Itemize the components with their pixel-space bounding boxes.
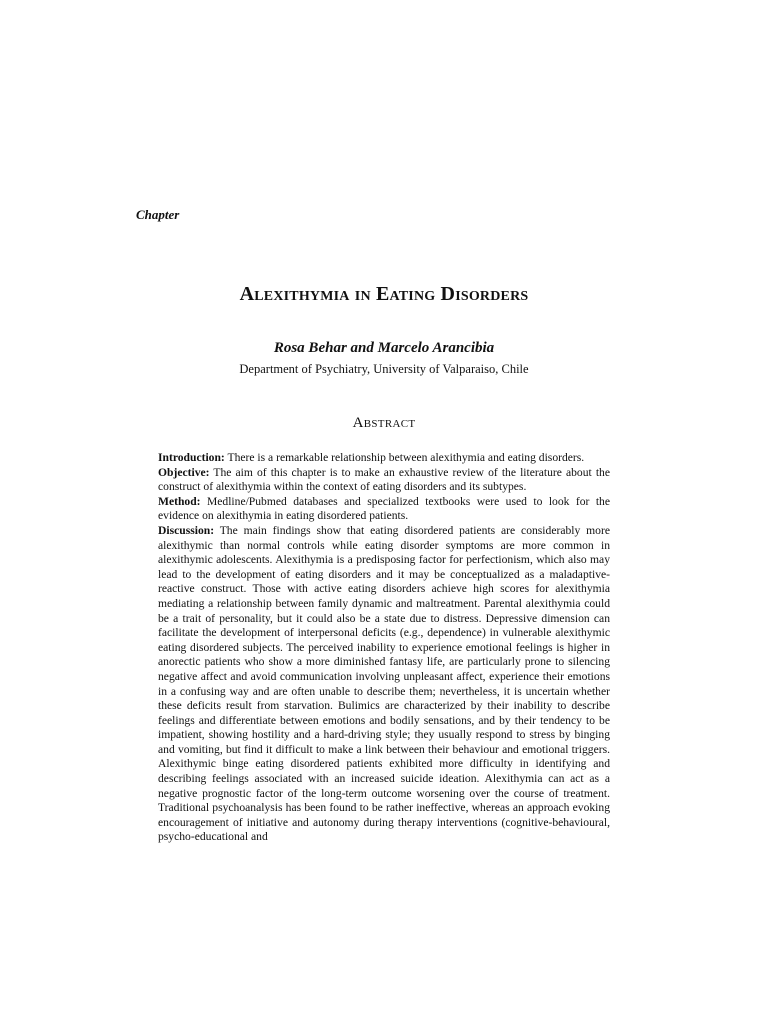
introduction-text: There is a remarkable relationship between alexithymia and eating disorders.: [227, 451, 585, 464]
abstract-objective: [158, 466, 610, 495]
abstract-discussion: [158, 524, 610, 845]
introduction-label: Introduction:: [158, 451, 225, 464]
abstract-method: [158, 495, 610, 524]
discussion-label: Discussion:: [158, 523, 215, 537]
chapter-title: Alexithymia in Eating Disorders: [239, 283, 529, 305]
objective-text: The aim of this chapter is to make an exhaustive review of the literature about the construct of alexithymia within the context of eating disorders and its subtypes.: [158, 465, 610, 494]
affiliation: Department of Psychiatry, University of Valparaiso, Chile: [239, 362, 529, 376]
objective-label: Objective:: [158, 465, 210, 479]
chapter-label: Chapter: [136, 207, 180, 222]
abstract-introduction: [158, 451, 610, 466]
method-text: Medline/Pubmed databases and specialized textbooks were used to look for the evidence on alexithymia in eating disordered patients.: [158, 494, 610, 523]
discussion-text: The main findings show that eating disordered patients are considerably more alexithymic than normal controls while eating disorder symptoms are more common in alexithymic adolescents. Alexithymia is a predisposing factor for perfectionism, which also may lead to the development of eating disorders and it may be conceptualized as a maladaptive-reactive construct. Those with active eating disorders achieve high scores for alexithymia mediating a relationship between family dynamic and maltreatment. Parental alexithymia could be a trait of personality, but it could also be a state due to distress. Depressive dimension can facilitate the development of interpersonal deficits (e.g., dependence) in vulnerable alexithymic eating disordered subjects. The perceived inability to experience emotional feelings is higher in anorectic patients who show a more diminished fantasy life, are particularly prone to silencing negative affect and avoid communication involving unpleasant affect, experience their emotions in a confusing way and are often unable to describe them; nevertheless, it is uncertain whether these deficits result from starvation. Bulimics are characterized by their inability to describe feelings and differentiate between emotions and bodily sensations, and by their tendency to be impatient, showing hostility and a hard-driving style; they usually respond to stress by binging and vomiting, but find it difficult to make a link between their behaviour and emotional triggers. Alexithymic binge eating disordered patients exhibited more difficulty in identifying and describing feelings associated with an increased suicide ideation. Alexithymia can act as a negative prognostic factor of the long-term outcome worsening over the course of treatment. Traditional psychoanalysis has been found to be rather ineffective, whereas an approach evoking encouragement of initiative and autonomy during therapy interventions (cognitive-behavioural, psycho-educational and: [158, 523, 610, 844]
method-label: Method:: [158, 494, 201, 508]
abstract-heading: Abstract: [352, 415, 416, 431]
authors: Rosa Behar and Marcelo Arancibia: [273, 340, 495, 356]
abstract-body: [158, 451, 610, 845]
